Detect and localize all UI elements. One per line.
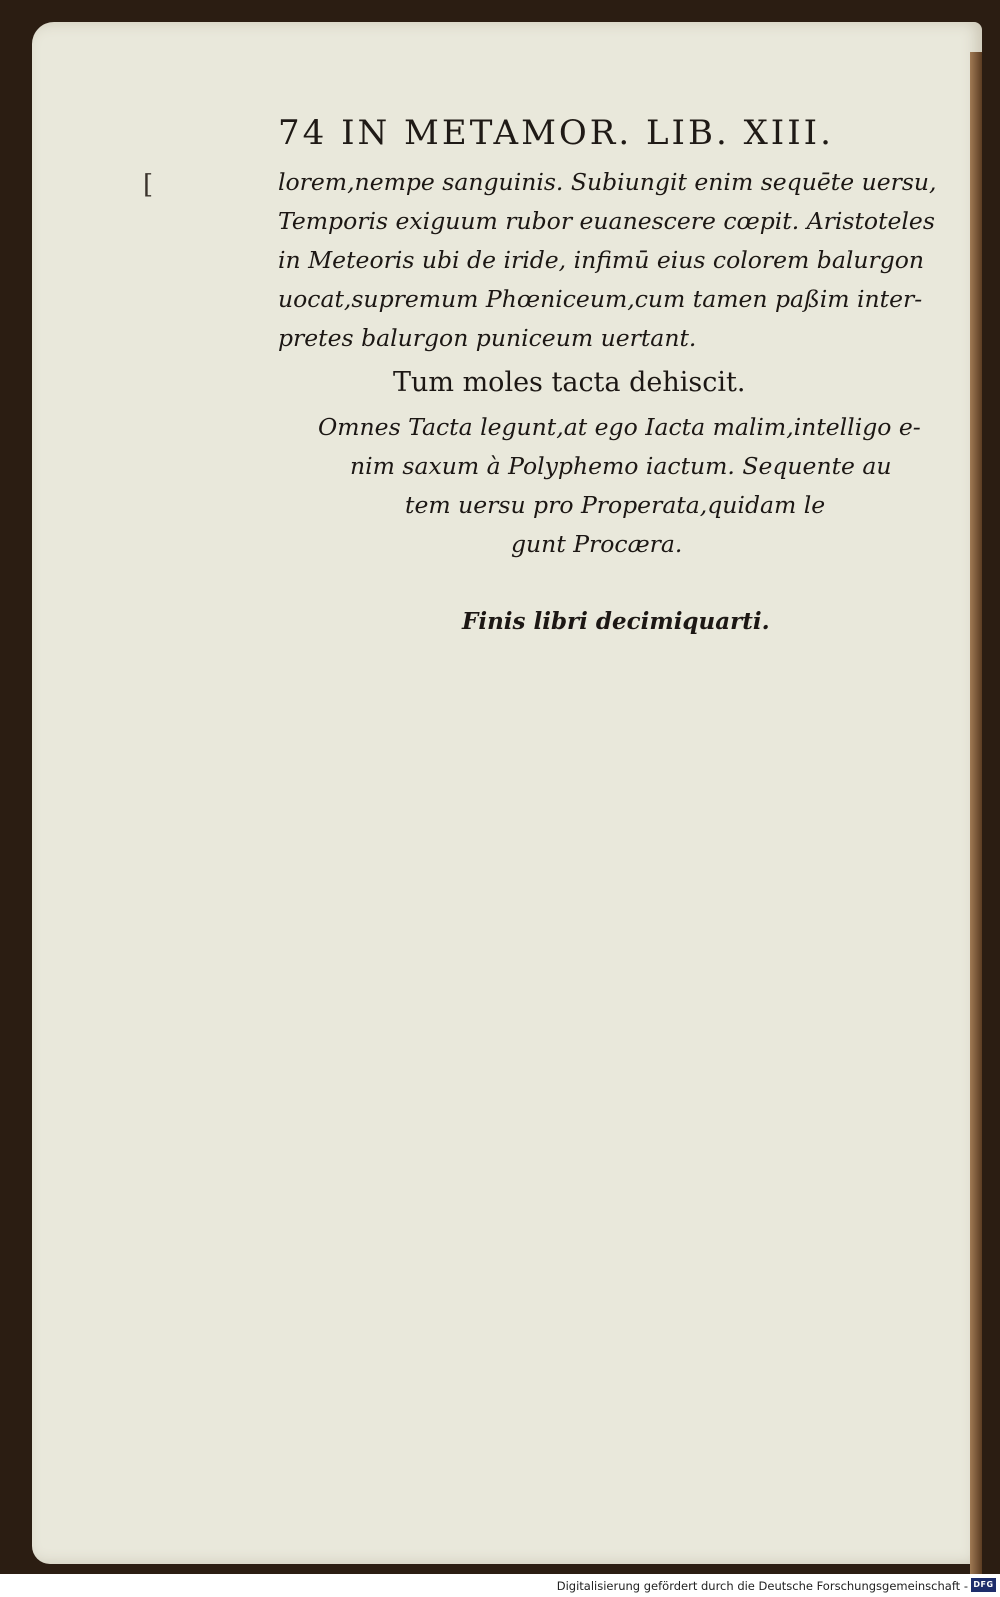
funding-credit: Digitalisierung gefördert durch die Deutsche Forschungsgemeinschaft - bbox=[556, 1579, 968, 1593]
text-line: uocat,supremum Phœniceum,cum tamen paßim inter- bbox=[278, 285, 923, 313]
text-line: tem uersu pro Properata,quidam le bbox=[405, 491, 826, 519]
text-line: Omnes Tacta legunt,at ego Iacta malim,intelligo e- bbox=[318, 413, 921, 441]
page-spine-edge bbox=[970, 52, 982, 1582]
text-line: lorem,nempe sanguinis. Subiungit enim sequēte uersu, bbox=[278, 168, 937, 196]
book-end-colophon: Finis libri decimiquarti. bbox=[462, 608, 770, 635]
commentary-paragraph bbox=[278, 163, 937, 358]
margin-bracket-mark: [ bbox=[143, 170, 154, 200]
text-line: Temporis exiguum rubor euanescere cœpit. Aristoteles bbox=[278, 207, 935, 235]
text-line: in Meteoris ubi de iride, infimū eius colorem balurgon bbox=[278, 246, 925, 274]
digitization-footer bbox=[0, 1574, 1000, 1597]
text-line: nim saxum à Polyphemo iactum. Sequente au bbox=[350, 452, 892, 480]
lemma-commentary bbox=[318, 408, 921, 564]
dfg-logo: DFG bbox=[971, 1578, 996, 1592]
text-line: pretes balurgon puniceum uertant. bbox=[278, 324, 697, 352]
running-header: 74 IN METAMOR. LIB. XIII. bbox=[278, 113, 834, 153]
text-line: gunt Procæra. bbox=[511, 530, 683, 558]
verse-lemma: Tum moles tacta dehiscit. bbox=[393, 367, 746, 398]
